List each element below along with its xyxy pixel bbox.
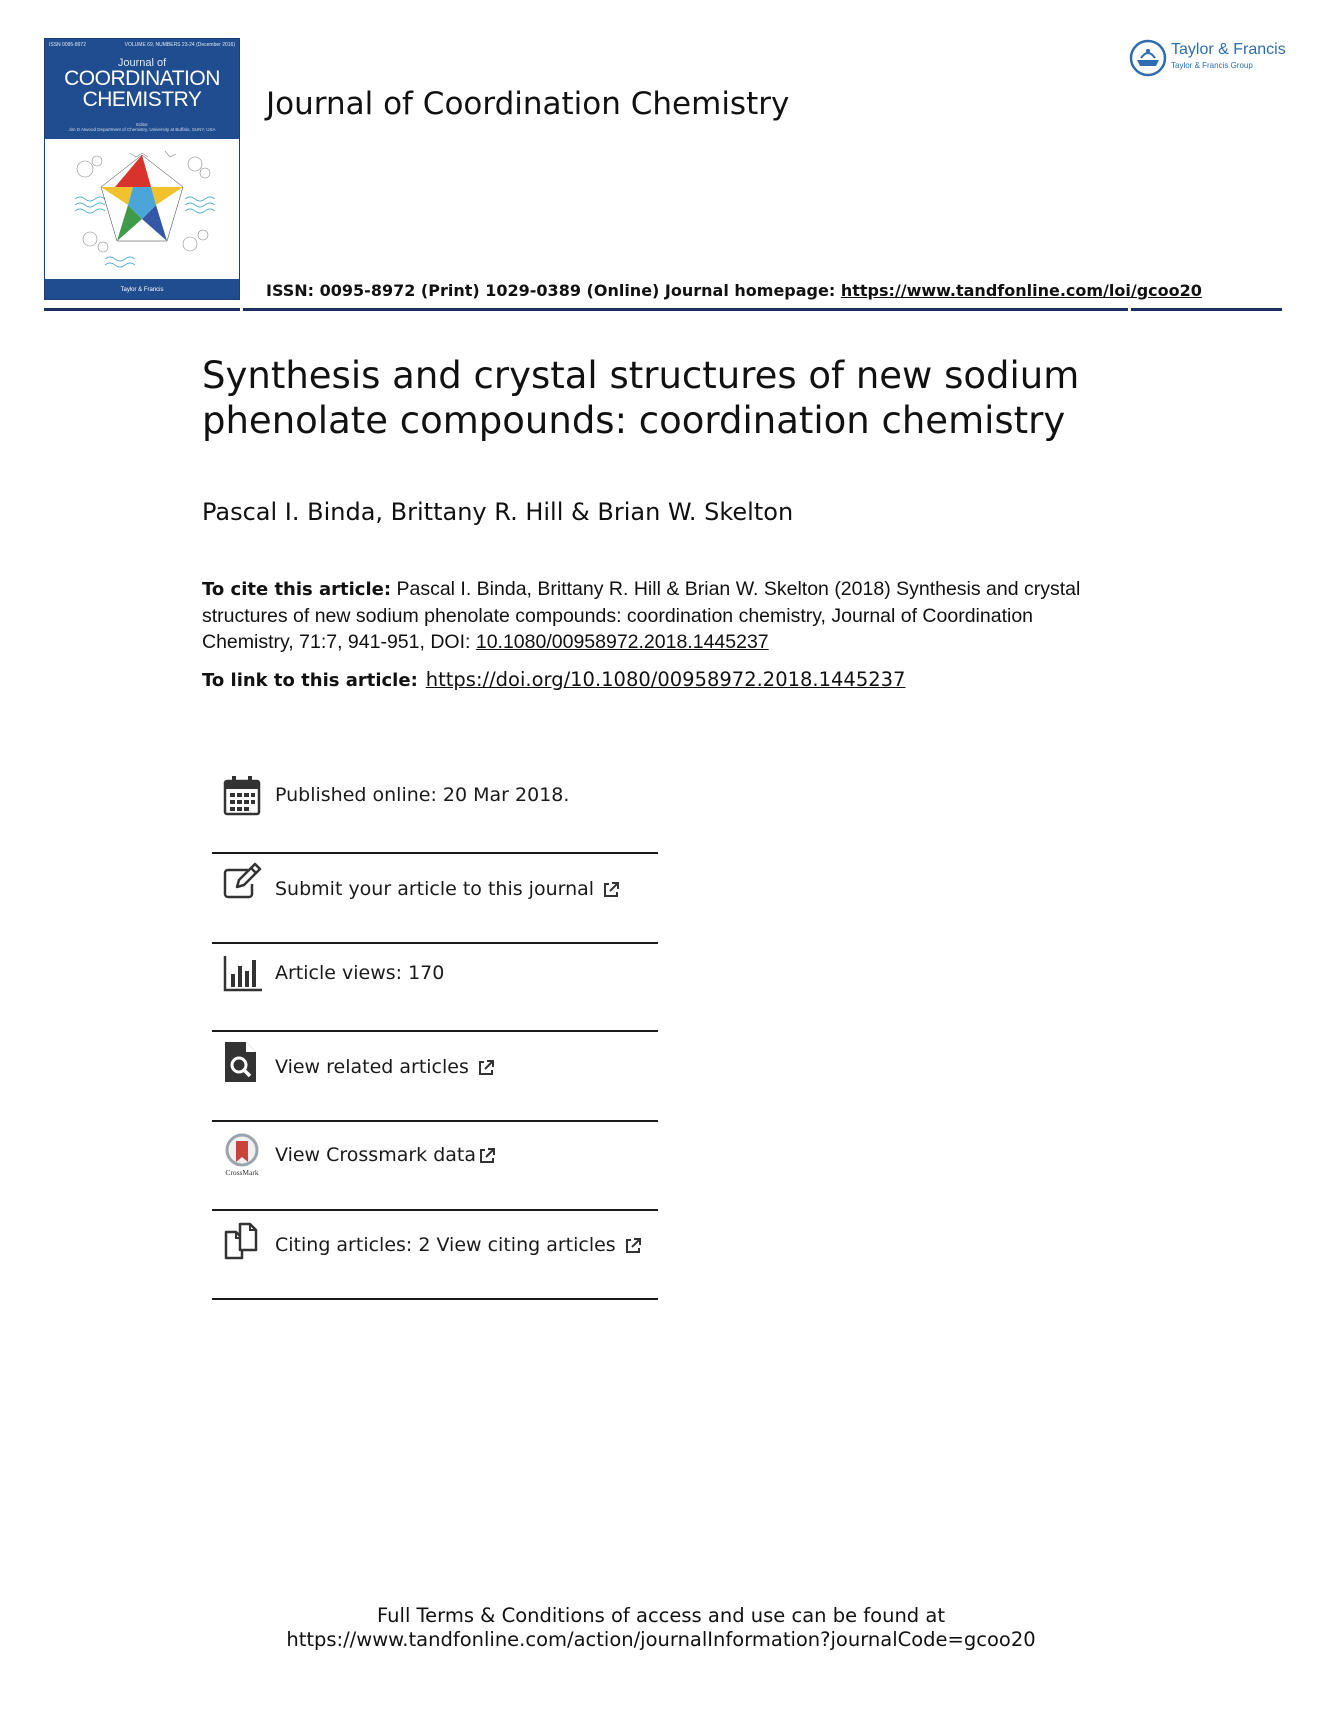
header-rule-gap: [240, 308, 243, 311]
crossmark-row[interactable]: [212, 1121, 658, 1211]
publisher-name: Taylor & Francis: [1171, 41, 1286, 58]
related-articles-text[interactable]: View related articles: [275, 1056, 469, 1078]
article-views-text: Article views: 170: [275, 962, 445, 984]
cover-editor-label: Editor: [136, 122, 148, 127]
journal-cover-image: [44, 38, 240, 300]
cover-journal-name: [45, 68, 239, 110]
publisher-group: Taylor & Francis Group: [1171, 61, 1253, 70]
calendar-icon: [222, 774, 262, 818]
citation-block: [202, 576, 1082, 655]
terms-footer-url[interactable]: https://www.tandfonline.com/action/journalInformation?journalCode=gcoo20: [286, 1628, 1036, 1651]
article-title-line2: phenolate compounds: coordination chemistry: [202, 399, 1066, 442]
article-authors: Pascal I. Binda, Brittany R. Hill & Brian W. Skelton: [202, 498, 794, 526]
external-link-icon: [624, 1237, 642, 1255]
header-rule-gap: [1128, 308, 1131, 311]
citation-text: Pascal I. Binda, Brittany R. Hill & Brian W. Skelton (2018) Synthesis and crystal structures of new sodium phenolate compounds: coordination chemistry, Journal of Coordination Chemistry, 71:7, 941-951, DOI:: [202, 578, 1081, 653]
journal-homepage-link[interactable]: https://www.tandfonline.com/loi/gcoo20: [840, 281, 1202, 300]
header-rule: [44, 308, 1282, 311]
cover-star-artwork: [45, 139, 239, 281]
cover-editor-name: Jim D Atwood Department of Chemistry, University at Buffalo, SUNY, USA: [68, 127, 216, 132]
citation-label: To cite this article:: [202, 579, 392, 600]
article-link-row: [202, 668, 905, 691]
issn-line: [266, 281, 1202, 300]
crossmark-label-row: [275, 1144, 496, 1166]
cover-editor: [45, 122, 239, 132]
article-views-row: [212, 942, 658, 1032]
search-document-icon: [222, 1040, 262, 1084]
cover-volume: VOLUME 69, NUMBERS 23-24 (December 2016): [124, 42, 235, 48]
edit-icon: [222, 860, 262, 904]
published-online-row: [212, 764, 658, 854]
submit-article-row[interactable]: [212, 854, 658, 944]
cover-footer-band: [45, 279, 239, 299]
submit-article-label: [275, 878, 620, 900]
journal-title: Journal of Coordination Chemistry: [266, 86, 790, 122]
article-link-label: To link to this article:: [202, 670, 418, 691]
submit-article-text[interactable]: Submit your article to this journal: [275, 878, 595, 900]
article-title-line1: Synthesis and crystal structures of new sodium: [202, 354, 1080, 397]
citation-doi-link[interactable]: 10.1080/00958972.2018.1445237: [475, 631, 769, 653]
cover-publisher: Taylor & Francis: [120, 287, 164, 293]
cover-journal-name-line1: COORDINATION: [64, 67, 220, 90]
published-online-text: Published online: 20 Mar 2018.: [275, 784, 570, 806]
external-link-icon: [602, 881, 620, 899]
cover-top-line: [49, 42, 235, 48]
citing-articles-row[interactable]: [212, 1210, 658, 1300]
cover-journal-name-line2: CHEMISTRY: [82, 88, 202, 111]
crossmark-label: CrossMark: [225, 1168, 259, 1177]
citing-articles-text[interactable]: Citing articles: 2 View citing articles: [275, 1234, 616, 1256]
bar-chart-icon: [222, 952, 262, 996]
cover-header-band: [45, 39, 239, 139]
external-link-icon: [478, 1147, 496, 1165]
citing-articles-icon: [222, 1222, 262, 1266]
cover-issn: ISSN 0095-8972: [49, 42, 86, 48]
related-articles-label: [275, 1056, 495, 1078]
citing-articles-label: [275, 1234, 642, 1256]
article-title: [202, 353, 1102, 443]
cover-journal-of: Journal of: [117, 57, 167, 69]
related-articles-row[interactable]: [212, 1032, 658, 1122]
crossmark-icon: [222, 1133, 262, 1177]
article-doi-url[interactable]: https://doi.org/10.1080/00958972.2018.1445237: [425, 668, 906, 691]
external-link-icon: [477, 1059, 495, 1077]
terms-footer-line1: Full Terms & Conditions of access and use can be found at: [377, 1604, 945, 1627]
crossmark-text[interactable]: View Crossmark data: [275, 1144, 477, 1166]
issn-text: ISSN: 0095-8972 (Print) 1029-0389 (Online) Journal homepage:: [266, 281, 841, 300]
